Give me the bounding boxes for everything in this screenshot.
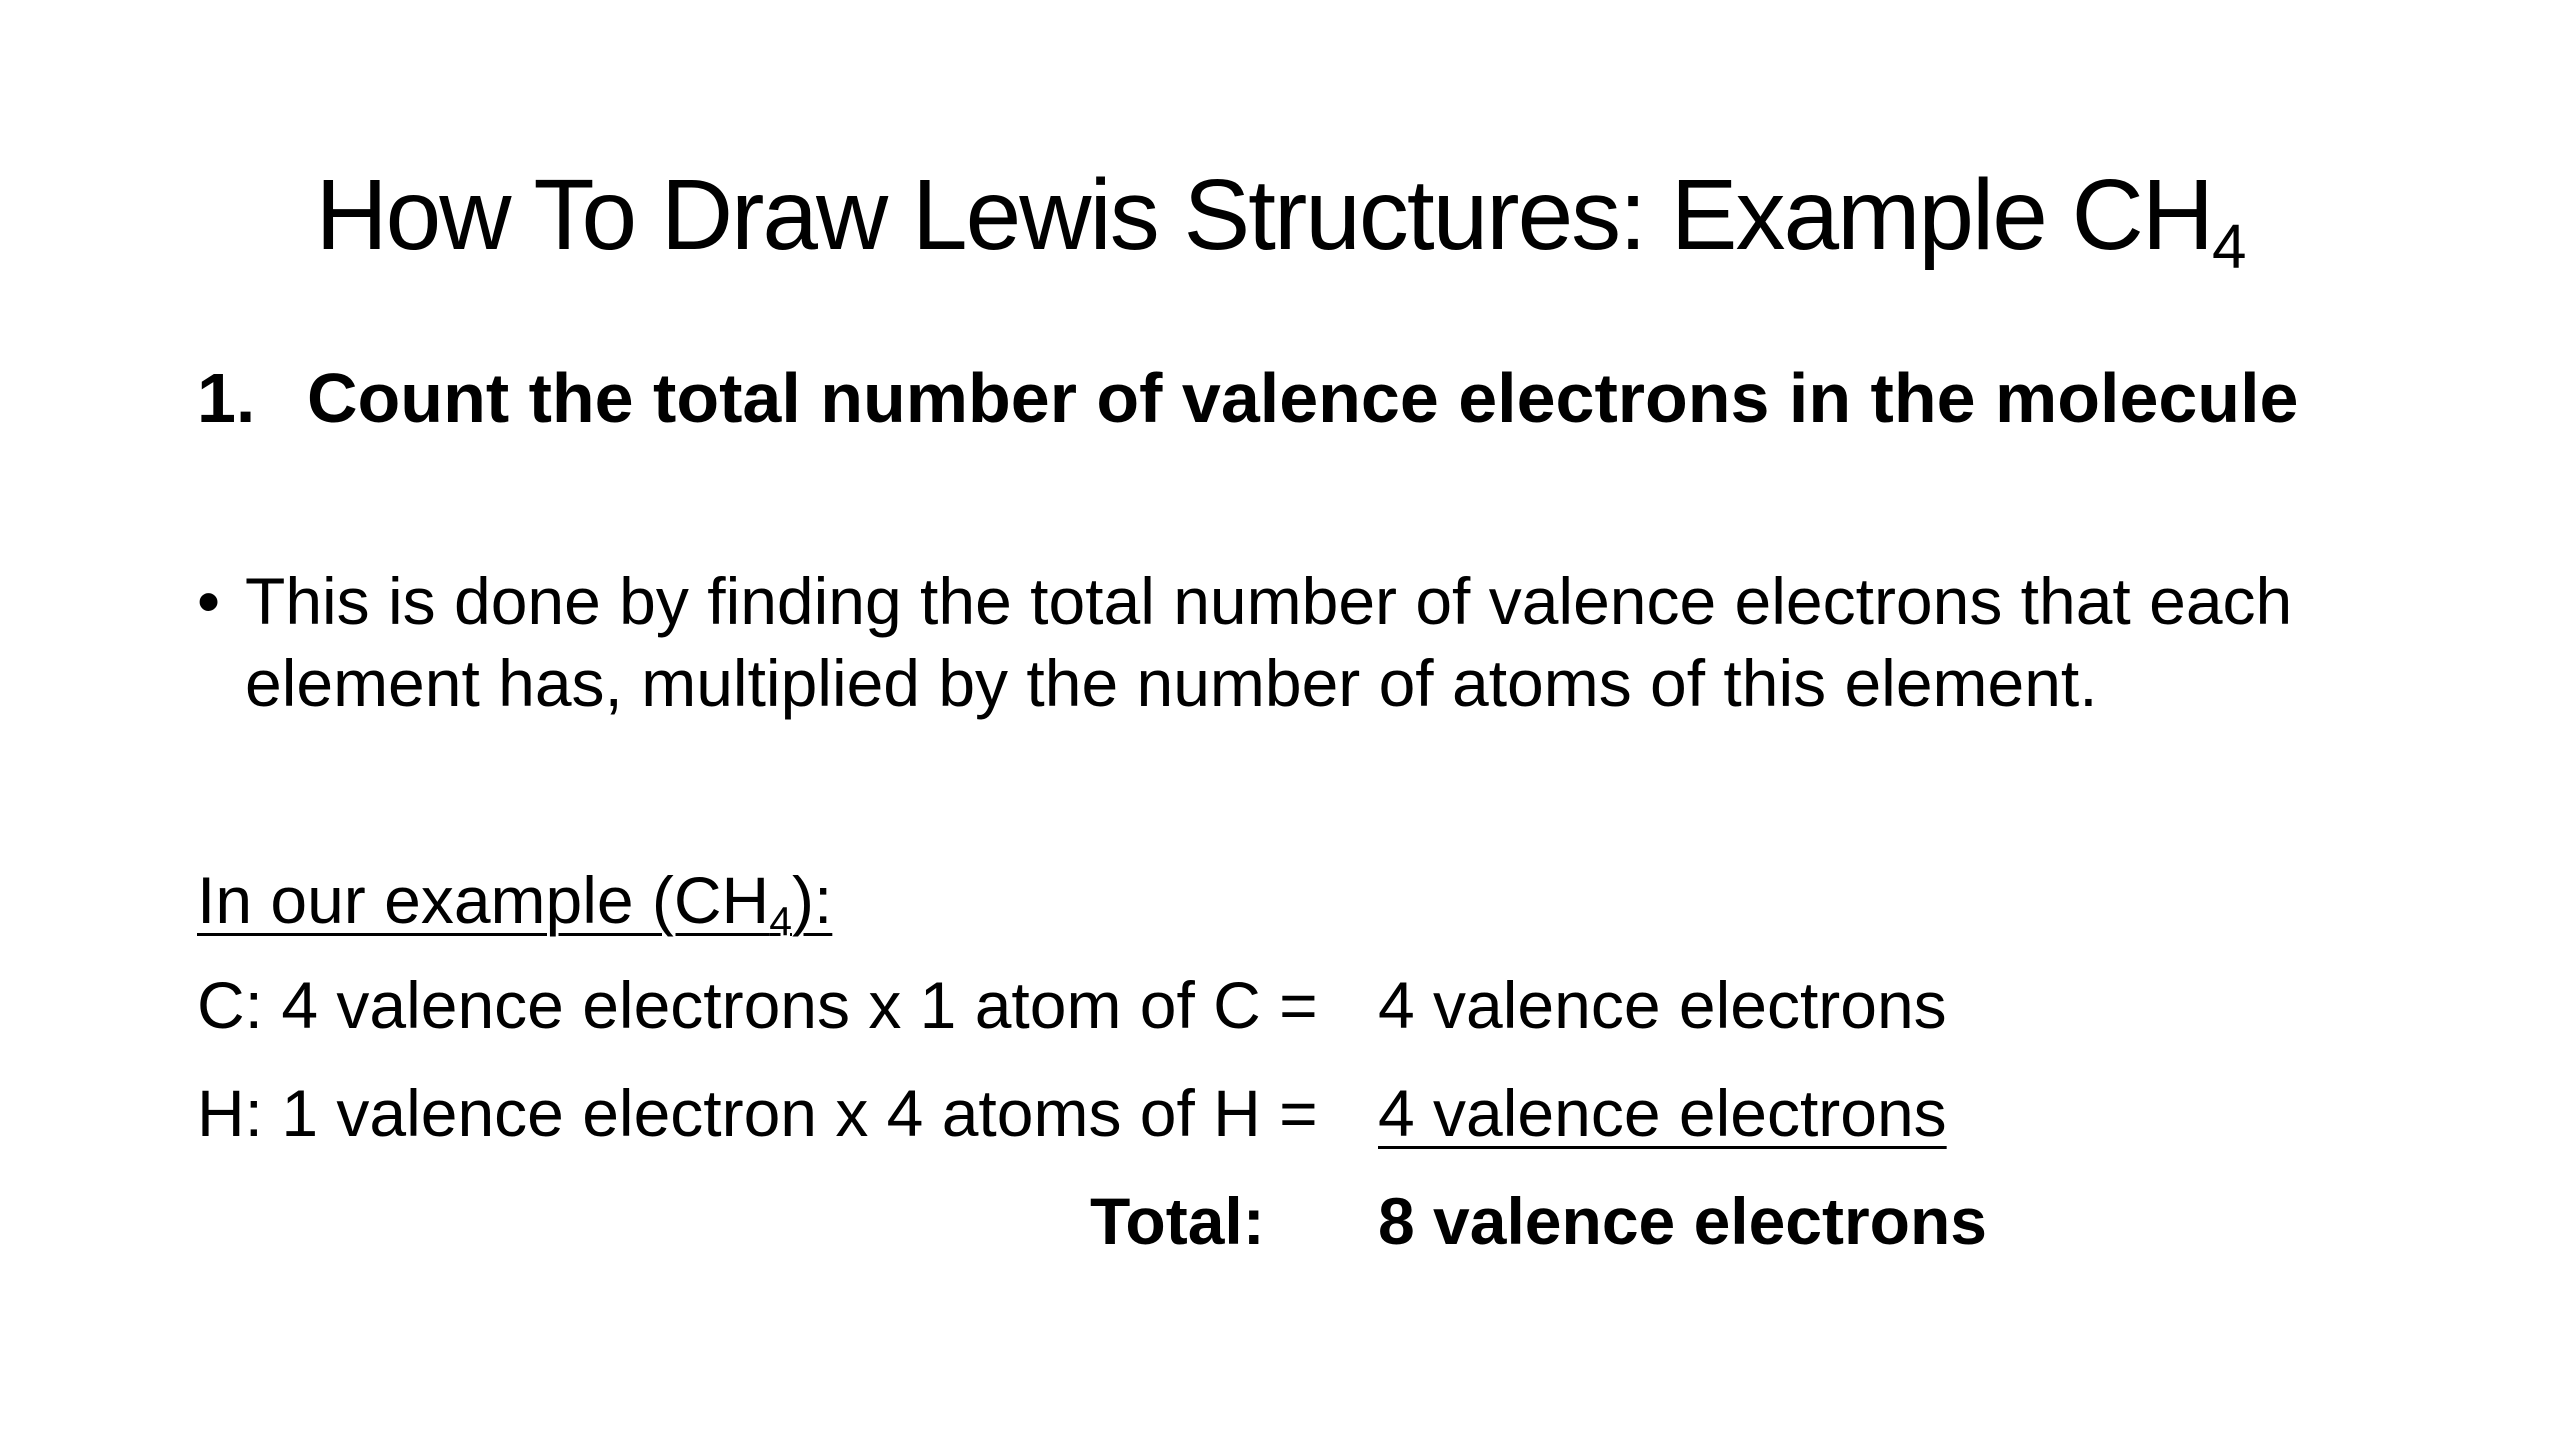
example-heading-prefix: In our example (CH <box>197 863 770 937</box>
total-label: Total: <box>1090 1184 1265 1258</box>
step-number: 1. <box>197 359 256 437</box>
slide-title <box>0 150 2560 280</box>
step-text: Count the total number of valence electrons in the molecule <box>307 359 2299 437</box>
bullet-text: This is done by finding the total number of valence electrons that each element has, multiplied by the number of atoms of this element. <box>245 564 2293 720</box>
bullet-icon: • <box>197 564 221 638</box>
example-heading <box>197 855 832 945</box>
hydrogen-calculation: H: 1 valence electron x 4 atoms of H = <box>197 1076 1318 1150</box>
example-heading-subscript: 4 <box>769 898 792 945</box>
slide-title-text: How To Draw Lewis Structures: Example CH <box>315 159 2213 271</box>
carbon-calculation: C: 4 valence electrons x 1 atom of C = <box>197 968 1318 1042</box>
carbon-result: 4 valence electrons <box>1378 968 1947 1042</box>
total-value: 8 valence electrons <box>1378 1184 1988 1258</box>
slide-title-subscript: 4 <box>2212 212 2245 282</box>
example-heading-suffix: ): <box>791 863 833 937</box>
hydrogen-result: 4 valence electrons <box>1378 1076 1947 1150</box>
